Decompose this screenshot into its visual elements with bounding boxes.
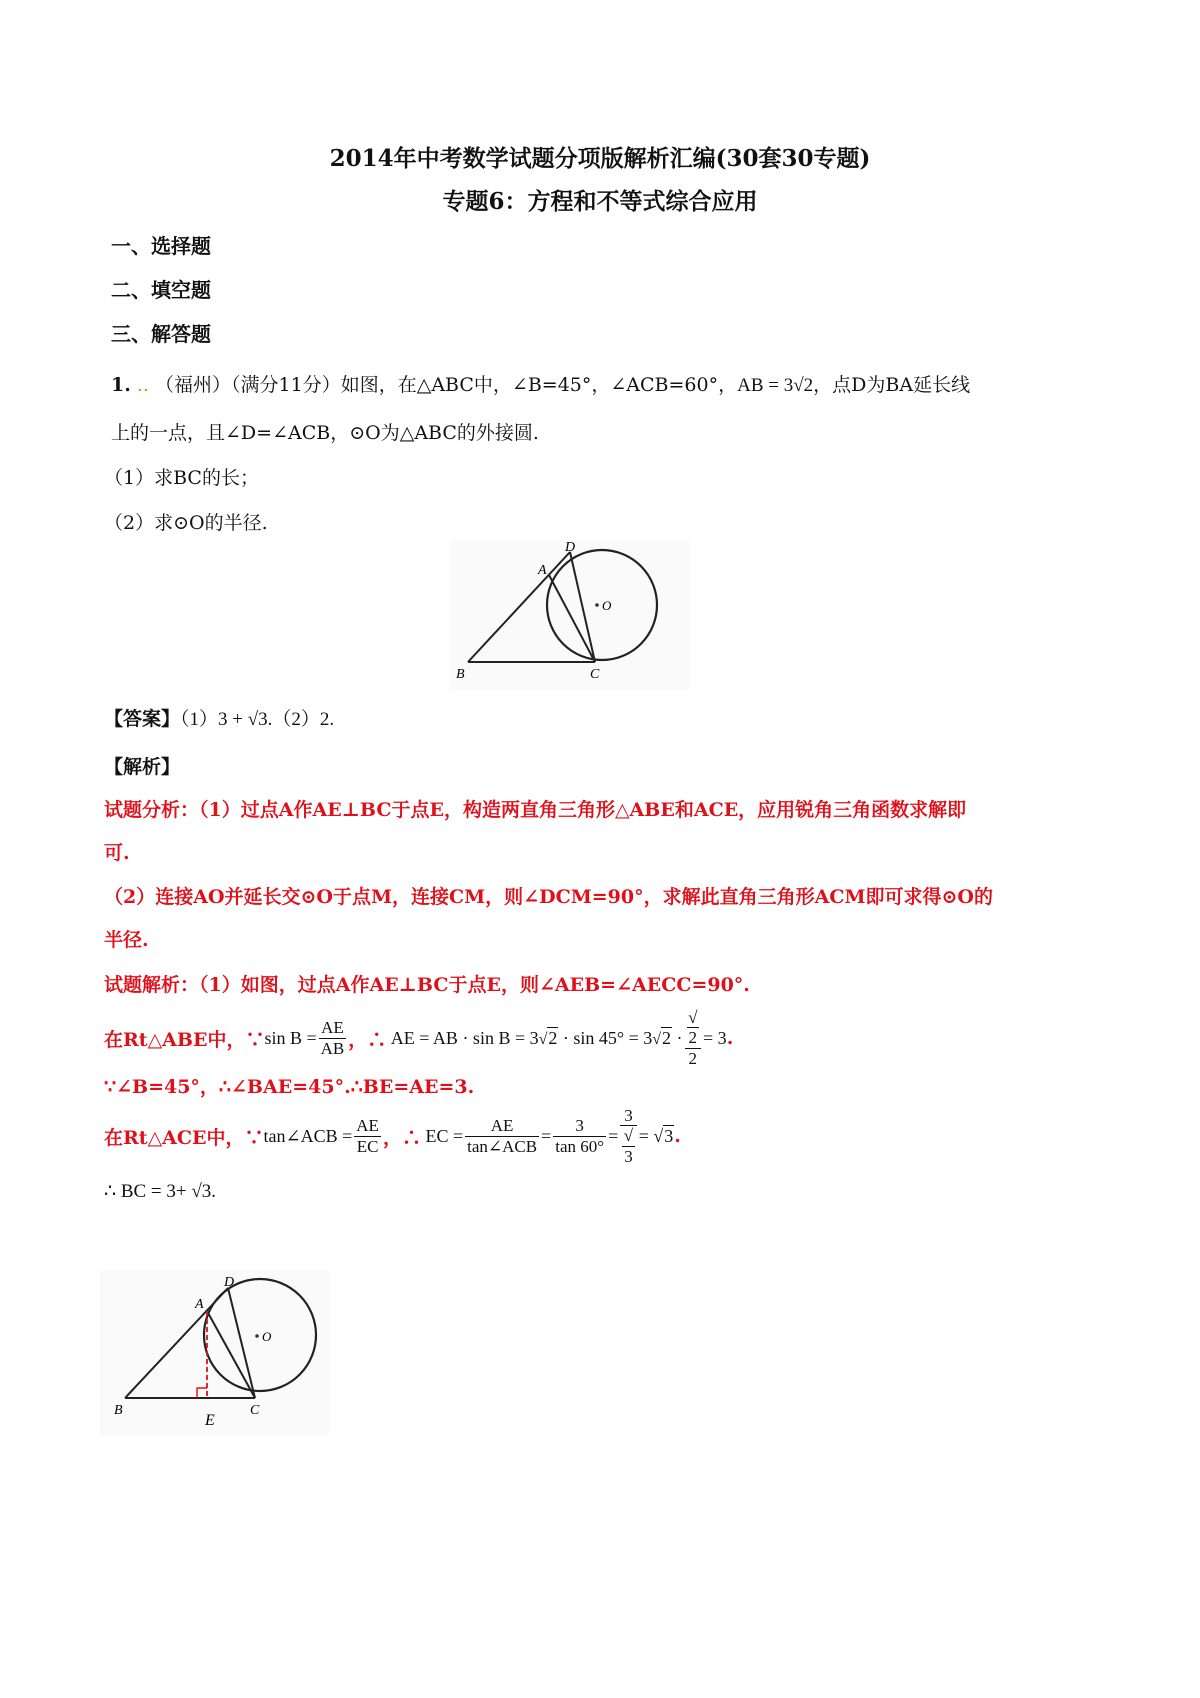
solution-2-pre: 在Rt△ABE中，∵ (104, 1028, 265, 1051)
solution-line-3: ∵∠B=45°，∴∠BAE=45°.∴BE=AE=3. (104, 1076, 475, 1098)
label-d: D (565, 540, 576, 555)
analysis-line-1b: 可. (104, 842, 130, 864)
section-choice: 一、选择题 (111, 234, 211, 258)
ab-expression: AB = 3√2 (737, 375, 814, 396)
analysis-line-1: 试题分析：（1）过点A作AE⊥BC于点E，构造两直角三角形△ABE和ACE，应用锐角三角函数求解即 (104, 799, 967, 821)
figure-2 (100, 1270, 330, 1435)
label-o-2: O (262, 1329, 272, 1344)
problem-number: 1. (111, 374, 131, 396)
page-title: 2014年中考数学试题分项版解析汇编(30套30专题) (329, 145, 871, 172)
analysis-tag: 【解析】 (104, 756, 181, 778)
label-a-2: A (195, 1297, 204, 1312)
question-1: （1）求BC的长； (104, 467, 259, 489)
center-o-2 (255, 1334, 259, 1338)
solution-line-2: 在Rt△ABE中，∵ sin B = $\frac{AE}{AB}$ ，∴ AE = AB · sin B = 3√2 · sin 45° = 3√2 · √ 2 2 = 3 . (104, 1007, 734, 1068)
solution-line-5: ∴ BC = 3+ √3. (104, 1181, 217, 1202)
segment-bd (468, 552, 570, 662)
analysis-line-2b: 半径. (104, 929, 149, 951)
answer-text: （1）3 + √3.（2）2. (180, 709, 335, 730)
figure-1 (450, 540, 690, 690)
segment-ac (549, 575, 595, 662)
page-subtitle: 专题6：方程和不等式综合应用 (442, 188, 758, 215)
label-c: C (590, 667, 600, 682)
label-b-2: B (114, 1403, 123, 1418)
problem-line-1 (111, 370, 970, 397)
segment-bd-2 (125, 1288, 228, 1398)
problem-dots: .. (136, 374, 149, 396)
solution-4-pre: 在Rt△ACE中，∵ (104, 1126, 264, 1149)
label-b: B (456, 667, 465, 682)
segment-ac-2 (207, 1311, 255, 1398)
analysis-line-2: （2）连接AO并延长交⊙O于点M，连接CM，则∠DCM=90°，求解此直角三角形ACM即可求得⊙O的 (104, 886, 993, 908)
section-solve: 三、解答题 (111, 322, 211, 346)
section-fill: 二、填空题 (111, 278, 211, 302)
label-a: A (538, 563, 547, 578)
answer-tag: 【答案】 (104, 708, 181, 730)
problem-text: （福州）（满分11分）如图，在△ABC中，∠B=45°，∠ACB=60°， (155, 374, 738, 396)
segment-dc (570, 552, 595, 662)
right-angle-mark (197, 1388, 207, 1398)
problem-line-2: 上的一点，且∠D=∠ACB，⊙O为△ABC的外接圆. (111, 422, 539, 444)
figure-1-svg (450, 540, 690, 690)
question-2: （2）求⊙O的半径. (104, 512, 268, 534)
label-e-2: E (205, 1412, 215, 1429)
solution-line-1: 试题解析：（1）如图，过点A作AE⊥BC于点E，则∠AEB=∠AECC=90°. (104, 974, 750, 996)
solution-line-4: 在Rt△ACE中，∵ tan∠ACB = $\frac{AE}{EC}$ ，∴ EC = $\frac{AE}{\text{tan∠ACB}}$ = $\frac{3}{\tan 60^\circ}$ = 3 √ 3 = √3 . (104, 1105, 681, 1166)
label-o: O (602, 598, 612, 613)
solution-4-mid: ，∴ (382, 1126, 421, 1149)
segment-dc-2 (228, 1288, 255, 1398)
label-d-2: D (224, 1275, 235, 1290)
label-c-2: C (250, 1403, 260, 1418)
solution-2-mid: ，∴ (348, 1028, 387, 1051)
center-o (595, 603, 599, 607)
answer-line (104, 704, 334, 731)
figure-2-svg (100, 1270, 330, 1435)
problem-text-tail: ，点D为BA延长线 (813, 374, 971, 396)
